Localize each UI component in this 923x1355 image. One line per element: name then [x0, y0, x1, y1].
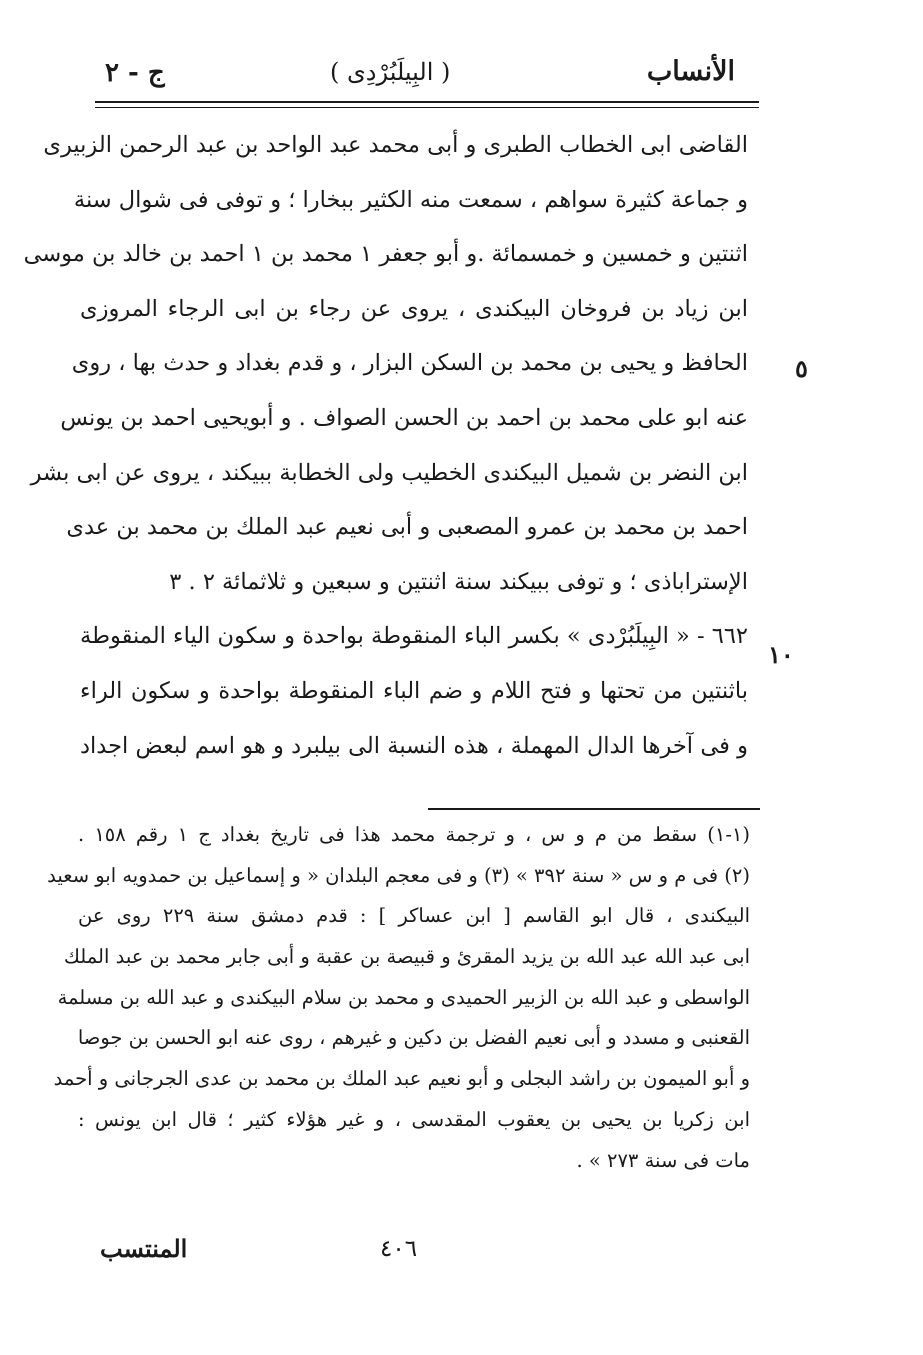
footnote-line: ابن زكريا بن يحيى بن يعقوب المقدسى ، و غير هؤلاء كثير ؛ قال ابن يونس :: [78, 1107, 750, 1131]
body-line: عنه ابو على محمد بن احمد بن الحسن الصواف . و أبويحيى احمد بن يونس: [60, 404, 748, 431]
signature-mark: المنتسب: [100, 1234, 188, 1263]
header-book-title: الأنساب: [646, 56, 735, 87]
footnote-line: مات فى سنة ٢٧٣ » .: [576, 1148, 750, 1172]
margin-line-number-10: ١٠: [768, 640, 794, 669]
footnote-line: (٢) فى م و س « سنة ٣٩٢ » (٣) و فى معجم البلدان « و إسماعيل بن حمدويه ابو سعيد: [47, 863, 750, 887]
body-line: اثنتين و خمسين و خمسمائة .و أبو جعفر ١ محمد بن ١ احمد بن خالد بن موسى: [23, 241, 748, 268]
body-line: باثنتين من تحتها و فتح اللام و ضم الباء المنقوطة بواحدة و سكون الراء: [80, 677, 748, 704]
footnote-line: و أبو الميمون بن راشد البجلى و أبو نعيم عبد الملك بن محمد بن عدى الجرجانى و أحمد: [53, 1067, 750, 1091]
body-line: و جماعة كثيرة سواهم ، سمعت منه الكثير ببخارا ؛ و توفى فى شوال سنة: [73, 186, 748, 213]
body-line: القاضى ابى الخطاب الطبرى و أبى محمد عبد الواحد بن عبد الرحمن الزبيرى: [43, 132, 748, 158]
running-header: [95, 52, 765, 98]
margin-line-number-5: ٥: [795, 354, 808, 383]
body-line: ابن النضر بن شميل البيكندى الخطيب ولى الخطابة ببيكند ، يروى عن ابى بشر: [30, 459, 748, 486]
page-number: ٤٠٦: [380, 1236, 418, 1262]
footnote-line: الواسطى و عبد الله بن الزبير الحميدى و محمد بن سلام البيكندى و عبد الله بن مسلمة: [57, 985, 750, 1009]
header-entry-title: ( البِيلَبُرْدِى ): [330, 58, 451, 86]
footnote-line: البيكندى ، قال ابو القاسم [ ابن عساكر ] : قدم دمشق سنة ٢٢٩ روى عن: [78, 904, 750, 928]
footnote-line: القعنبى و مسدد و أبى نعيم الفضل بن دكين و غيرهم ، روى عنه ابو الحسن بن جوصا: [77, 1026, 750, 1050]
body-line: احمد بن محمد بن عمرو المصعبى و أبى نعيم عبد الملك بن محمد بن عدى: [66, 514, 748, 541]
main-text: [23, 118, 748, 773]
body-line: الإستراباذى ؛ و توفى ببيكند سنة اثنتين و سبعين و ثلاثمائة ٢ . ٣: [169, 568, 748, 595]
body-line: و فى آخرها الدال المهملة ، هذه النسبة الى بيلبرد و هو اسم لبعض اجداد: [80, 732, 748, 759]
footnote-separator: [428, 808, 760, 810]
footnote-line: ابى عبد الله عبد الله بن يزيد المقرئ و قبيصة بن عقبة و أبى جابر محمد بن عبد الملك: [63, 945, 750, 969]
header-double-rule: [95, 101, 759, 108]
footnotes: [47, 815, 750, 1181]
body-line: الحافظ و يحيى بن محمد بن السكن البزار ، و قدم بغداد و حدث بها ، روى: [71, 350, 748, 377]
footnote-line: (١-١) سقط من م و س ، و ترجمة محمد هذا فى تاريخ بغداد ج ١ رقم ١٥٨ .: [78, 823, 750, 846]
header-volume: ج - ٢: [105, 58, 165, 88]
body-line: ابن زياد بن فروخان البيكندى ، يروى عن رجاء بن ابى الرجاء المروزى: [80, 295, 748, 322]
entry-heading-line: ٦٦٢ - « البِيلَبُرْدى » بكسر الباء المنقوطة بواحدة و سكون الياء المنقوطة: [80, 623, 748, 650]
